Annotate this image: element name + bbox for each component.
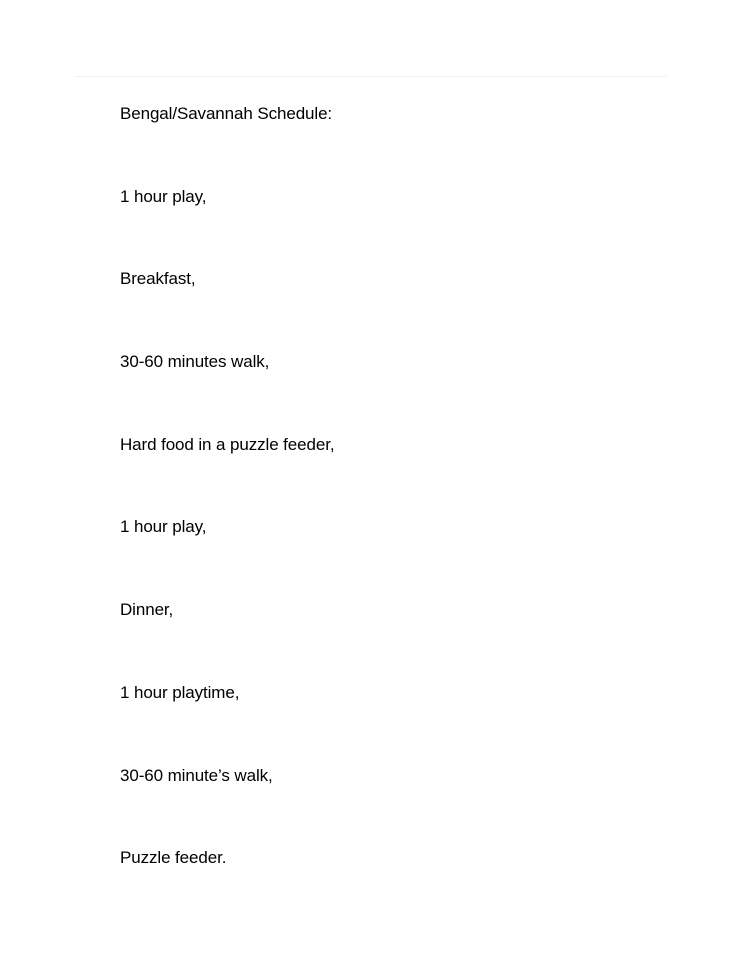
schedule-item: Breakfast, [120, 269, 196, 289]
schedule-item: Hard food in a puzzle feeder, [120, 434, 335, 454]
page-top-divider [75, 76, 667, 77]
schedule-heading: Bengal/Savannah Schedule: [120, 104, 333, 123]
schedule-item: 1 hour play, [120, 517, 207, 537]
schedule-item: 30-60 minutes walk, [120, 352, 270, 372]
schedule-text [120, 103, 334, 930]
schedule-item: Dinner, [120, 600, 174, 620]
schedule-item: 1 hour play, [120, 186, 207, 206]
schedule-item: 1 hour playtime, [120, 682, 240, 702]
schedule-item: Puzzle feeder. [120, 848, 227, 868]
schedule-item: 30-60 minute’s walk, [120, 765, 273, 785]
